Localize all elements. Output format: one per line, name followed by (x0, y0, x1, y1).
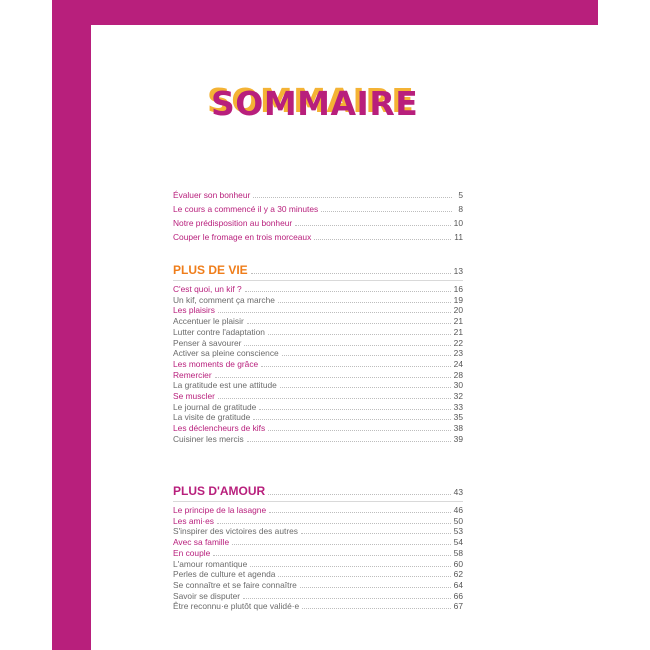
entry-label: Se connaître et se faire connaître (173, 579, 297, 590)
part-heading: PLUS D'AMOUR (173, 484, 266, 498)
magenta-frame-top (52, 0, 598, 25)
leader-dots (218, 305, 451, 313)
toc-entry[interactable] (173, 295, 463, 306)
toc-entry[interactable] (173, 423, 463, 434)
entry-label: Se muscler (173, 391, 215, 401)
entry-label: Accentuer le plaisir (173, 316, 244, 327)
toc-part-plus-de-vie[interactable] (173, 265, 463, 277)
entry-page: 58 (453, 547, 463, 558)
entry-label: La visite de gratitude (173, 412, 251, 423)
leader-dots (302, 601, 451, 609)
toc-entry[interactable] (173, 537, 463, 548)
entry-label: Les déclencheurs de kifs (173, 423, 266, 434)
entry-page: 60 (453, 558, 463, 569)
leader-dots (247, 434, 451, 442)
part-page: 13 (453, 266, 463, 276)
leader-dots (268, 423, 450, 431)
entry-label: C'est quoi, un kif ? (173, 284, 242, 294)
leader-dots (253, 412, 450, 420)
entry-label: Lutter contre l'adaptation (173, 326, 265, 337)
entry-label: Le principe de la lasagne (173, 505, 267, 515)
entry-label: Remercier (173, 369, 212, 380)
entry-label: La gratitude est une attitude (173, 380, 277, 391)
entry-label: Évaluer son bonheur (173, 190, 251, 200)
entry-label: Activer sa pleine conscience (173, 348, 279, 359)
divider (173, 501, 463, 502)
entry-page: 19 (453, 294, 463, 305)
leader-dots (261, 359, 450, 367)
toc-entry[interactable] (173, 569, 463, 580)
part-page: 43 (453, 487, 463, 497)
toc-entry[interactable] (173, 370, 463, 381)
leader-dots (278, 569, 450, 577)
entry-page: 22 (453, 337, 463, 348)
entry-page: 64 (453, 579, 463, 590)
entry-label: Penser à savourer (173, 337, 242, 348)
toc-entry[interactable] (173, 505, 463, 516)
entry-label: Notre prédisposition au bonheur (173, 218, 293, 228)
entry-label: Cuisiner les mercis (173, 433, 244, 444)
entry-label: Le journal de gratitude (173, 401, 257, 412)
toc-entry[interactable] (173, 359, 463, 370)
entry-page: 32 (453, 391, 463, 401)
entry-label: L'amour romantique (173, 558, 248, 569)
entry-page: 50 (453, 515, 463, 526)
entry-label: Les plaisirs (173, 305, 215, 316)
toc-entry-intro-4[interactable] (173, 232, 463, 243)
toc-entry[interactable] (173, 380, 463, 391)
toc-entry[interactable] (173, 591, 463, 602)
toc-entry[interactable] (173, 526, 463, 537)
toc-entry[interactable] (173, 580, 463, 591)
leader-dots (245, 284, 451, 292)
entry-page: 28 (453, 369, 463, 380)
leader-dots (244, 338, 450, 346)
entry-label: Savoir se disputer (173, 590, 241, 601)
toc-entry[interactable] (173, 284, 463, 295)
leader-dots (251, 266, 451, 274)
toc-entry[interactable] (173, 348, 463, 359)
leader-dots (269, 505, 451, 513)
entry-page: 66 (453, 590, 463, 601)
entry-page: 33 (453, 401, 463, 412)
leader-dots (300, 580, 451, 588)
leader-dots (282, 348, 451, 356)
leader-dots (250, 559, 450, 567)
entry-page: 30 (453, 380, 463, 391)
leader-dots (268, 487, 450, 495)
toc-entry[interactable] (173, 327, 463, 338)
leader-dots (253, 190, 452, 198)
entry-page: 20 (453, 305, 463, 316)
entry-page: 21 (453, 316, 463, 327)
leader-dots (278, 295, 451, 303)
entry-page: 16 (453, 284, 463, 294)
entry-label: Un kif, comment ça marche (173, 294, 275, 305)
entry-page: 62 (453, 569, 463, 580)
toc-entry[interactable] (173, 305, 463, 316)
entry-label: Les moments de grâce (173, 358, 259, 369)
part-heading: PLUS DE VIE (173, 263, 248, 277)
toc-entry-intro-2[interactable] (173, 204, 463, 215)
toc-entry[interactable] (173, 338, 463, 349)
entry-page: 46 (453, 505, 463, 515)
toc-entry[interactable] (173, 402, 463, 413)
leader-dots (247, 316, 451, 324)
leader-dots (301, 526, 451, 534)
toc-entry[interactable] (173, 434, 463, 445)
toc-entry[interactable] (173, 548, 463, 559)
entry-label: Le cours a commencé il y a 30 minutes (173, 204, 319, 214)
entry-page: 11 (454, 232, 463, 242)
entry-label: Les ami·es (173, 515, 214, 526)
entry-page: 54 (453, 537, 463, 548)
page-title: SOMMAIRE (211, 84, 419, 123)
entry-page: 39 (453, 433, 463, 444)
leader-dots (215, 370, 451, 378)
entry-page: 8 (458, 204, 463, 214)
leader-dots (213, 548, 450, 556)
entry-label: En couple (173, 547, 211, 558)
divider (173, 280, 463, 281)
toc-entry[interactable] (173, 412, 463, 423)
entry-page: 35 (453, 412, 463, 423)
entry-page: 23 (453, 348, 463, 359)
leader-dots (295, 218, 450, 226)
toc-entry[interactable] (173, 316, 463, 327)
leader-dots (314, 232, 451, 240)
toc-part-plus-d-amour[interactable] (173, 486, 463, 498)
toc-entry-intro-1[interactable] (173, 190, 463, 201)
toc-entry[interactable] (173, 601, 463, 612)
leader-dots (280, 380, 451, 388)
entry-page: 21 (453, 326, 463, 337)
entry-page: 53 (453, 526, 463, 537)
leader-dots (243, 591, 451, 599)
toc-entry[interactable] (173, 516, 463, 527)
magenta-frame-left (52, 0, 91, 650)
entry-page: 67 (453, 601, 463, 612)
entry-label: Perles de culture et agenda (173, 569, 276, 580)
leader-dots (259, 402, 450, 410)
entry-page: 10 (453, 218, 463, 228)
leader-dots (232, 537, 451, 545)
toc-entry[interactable] (173, 391, 463, 402)
entry-label: Avec sa famille (173, 537, 230, 548)
toc-entry[interactable] (173, 559, 463, 570)
entry-label: Être reconnu·e plutôt que validé·e (173, 601, 300, 612)
leader-dots (218, 391, 451, 399)
leader-dots (321, 204, 452, 212)
entry-page: 5 (458, 190, 463, 200)
entry-page: 38 (453, 423, 463, 434)
toc-entry-intro-3[interactable] (173, 218, 463, 229)
entry-page: 24 (453, 358, 463, 369)
leader-dots (217, 516, 451, 524)
entry-label: S'inspirer des victoires des autres (173, 526, 298, 537)
leader-dots (268, 327, 451, 335)
entry-label: Couper le fromage en trois morceaux (173, 232, 312, 242)
